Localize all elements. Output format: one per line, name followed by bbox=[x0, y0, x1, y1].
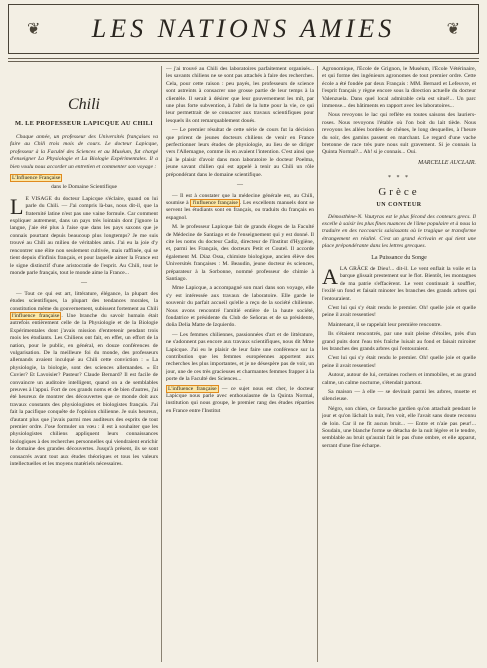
col2-paragraph-6: — Les femmes chiliennes, passionnées d'art et de littérature, ne s'adonnent pas encore aux travaux scientifiques, nous dit Mme Lapicque. J'ai eu le plaisir de leur faire une conférence sur la contribution que les femmes européennes apportent aux recherches les plus importantes, et je ne désespère pas de voir, un jour, une de ces très gracieuses et charmantes femmes frapper à la porte de la Faculté des Sciences... bbox=[166, 331, 314, 383]
story-paragraph-2: C'est lui qui s'y était rendu le premier. Oh! quelle joie et quelle peine il avait ressenties! bbox=[322, 304, 476, 319]
col2-paragraph-3a: — Il est à constater que la médecine générale est, au Chili, soumise à bbox=[166, 192, 314, 206]
right-ornament-icon: ❦ bbox=[446, 21, 460, 38]
header-rule bbox=[8, 58, 479, 59]
story-paragraph-8: Négro, son chien, ce farouche gardien qu'on attachait pendant le jour et qu'on lâchait la nuit, l'en voit, elle l'avait sans doute reconnu de loin. Car il ne fit aucun bruit... — Entre et n'aie pas peur!... Soudain, une blanche forme se détacha de la nuit légère et le tendre, semblable au bruit qu'aurait fait le pas d'une ombre, et elle apparut, serrant d'une fine écharpe. bbox=[322, 405, 476, 449]
author-signature: MARCELLE AUCLAIR. bbox=[418, 159, 476, 166]
col2-paragraph-2: — Le premier résultat de cette série de cours fut la décision que prirent de jeunes docteurs chiliens de venir en France perfectionner leurs études de physiologie, au lieu de se diriger vers l'Allemagne, comme ils en avaient l'intention. C'est ainsi que j'ai le plaisir d'avoir dans mon laboratoire le docteur Poelma, jeune savant chilien qui est appelé à tenir au Chili un rôle prépondérant dans le domaine scientifique. bbox=[166, 127, 314, 178]
story-paragraph-6: Autour, autour de lui, certaines rochers et immobiles, et au grand calme, un calme nocturne, s'étendait partout. bbox=[322, 372, 476, 386]
story-title: La Puissance du Songe bbox=[371, 254, 427, 261]
chili-paragraph-2b: . Une branche du savoir humain était autrefois entièrement celle de la Physiologie et de la Biologie Expérimentales dont j'avais mission d'entretenir pendant trois mois les étudiants. Les Chiliens ont fait, en effet, un effort de la nation, pour le public, en général, en douze conférences de vulgarisation. De la meilleure foi du monde, des professeurs allemands avaient inculqué au Chili cette conviction : « La physiologie, la biologie, sont des sciences allemandes. » Et Cuvier? Et Lavoisier? Pasteur? Claude Bernard? Il est facile de convaincre un auditoire intelligent, quand on a de semblables preuves à l'appui. Fort de ces grands noms et de bien d'autres, j'ai été heureux de montrer des découvertes que ce monde doit aux travaux constants des physiologistes et biologistes français. J'ai fait la pacifique conquête de l'opinion chilienne. Je suis heureux, d'autant plus que j'avais parmi mes auditeurs des esprits de tout premier ordre. J'ose formuler un vœu : il est à souhaiter que les physiologistes chiliens appliquent leurs connaissances biologiques à des recherches personnelles qui viendraient enrichir le domaine des grandes découvertes. Jusqu'à présent, ils se sont consacrés avant tout aux études théoriques et tous les valeurs intellectuelles et les moyens matériels nécessaires. bbox=[10, 312, 158, 468]
column-1 bbox=[10, 66, 158, 664]
highlight-influence-4: L'influence française bbox=[168, 385, 217, 392]
drop-cap: A bbox=[322, 263, 338, 289]
left-ornament-icon: ❦ bbox=[27, 21, 41, 38]
grece-subhead: UN CONTEUR bbox=[376, 202, 422, 209]
header-rule-secondary bbox=[8, 61, 479, 62]
chili-paragraph-1: E VISAGE du docteur Lapicque s'éclaire, quand on lui parle du Chili. — J'ai compris là-bas, nous dit-il, que la fraternité latine n'est pas une vaine formule. Car comment expliquer autrement, dans un pays très lointain dont j'ignore la langue, j'aie été plus à l'aise que dans les pays saxons que je connais pourtant depuis beaucoup plus longtemps? Je me suis trouvé au Chili au milieu de véritables amis. J'ai eu la joie d'y rencontrer une élite non seulement cultivée, mais raffinée, qui se tient depuis d'infinis français, et pour laquelle aimer la France est le signe distinctif d'une aristocratie de l'esprit. Au Chili, tout le monde parle français, tout le monde aime la France... bbox=[10, 195, 158, 276]
grece-title: Grèce bbox=[378, 185, 420, 198]
chili-paragraph-2: — Tout ce qui est art, littérature, élégance, la plupart des études scientifiques, la plupart des tendances morales, la constitution même du gouvernement, subissent fortement au Chili bbox=[10, 290, 158, 312]
story-paragraph-4: Ils s'étaient rencontrés, par une nuit pleine d'étoiles, près d'un grand puits dont l'eau très fraîche luisait au fond et faisait miroiter les branches des grands arbres qui l'entouraient. bbox=[322, 331, 476, 352]
highlight-influence-1: L'Influence Française bbox=[12, 175, 61, 182]
column-2 bbox=[166, 66, 314, 664]
section-note: dans le Domaine Scientifique bbox=[50, 184, 118, 191]
col2-paragraph-5: Mme Lapicque, a accompagné son mari dans son voyage, elle s'y est intéressée aux travaux de laboratoire. Elle garde le souvenir du parfait accueil qu'elle a reçu de la société chilienne. Nous avons rencontré l'amitié entière de la haute société, fondatrice et présidente du Club de Señoras et de sa présidente, doña Delia Matte de Izquierdo. bbox=[166, 285, 314, 329]
grece-intro: Démosthène-N. Vautyras est le plus fécond des conteurs grecs. Il excelle à saisir les plus fines nuances de l'âme populaire et à nous la traduire en des raccourcis saisissants où le tragique se transforme étrangement en réalité. C'est un grand écrivain et qui tient une place prépondérante dans les lettres grecques. bbox=[322, 213, 476, 250]
col2-paragraph-1: — j'ai trouvé au Chili des laboratoires parfaitement organisés... les savants chiliens ne se sont pas attachés à faire des recherches. Cela, pour cette raison : peu payés, les professeurs de science sont astreints à consacrer une grosse partie de leur temps à la clientèle. Il serait à désirer que leur gouvernement les mît, par une plus forte subvention, à l'abri de la lutte pour la vie, ce qui leur permettrait de se consacrer aux travaux scientifiques pour lesquels ils ont remarquablement doués. bbox=[166, 66, 314, 124]
masthead bbox=[8, 4, 479, 54]
highlight-influence-2: l'influence française bbox=[12, 312, 60, 319]
story-paragraph-5: C'est lui qui s'y était rendu le premier. Oh! quelle joie et quelle peine il avait ressenties! bbox=[322, 355, 476, 369]
highlight-influence-3: l'influence française bbox=[192, 199, 238, 206]
col2-paragraph-7: — ce sujet nous est cher, le docteur Lapicque nous parle avec enthousiasme de la Quinta Normal, institution qui nous groupe, le premier rang des études réparties en France entre l'Institut bbox=[166, 385, 314, 414]
masthead-title: LES NATIONS AMIES bbox=[91, 14, 396, 43]
col3-paragraph-1: Agronomique, l'École de Grignon, le Muséum, l'École Vétérinaire, et qui forme des ingénieurs agronomes de tout premier ordre. Cette école a été fondée par deux Français : MM. Bernard et Lefeuvre, et l'esprit français y règne encore sous la direction actuelle du docteur Valenzuela. Dans quel local admirable cela est situé!... Un parc immense... des bâtiments en rapport avec les laboratoires... bbox=[322, 66, 476, 110]
story-paragraph-1: LA GRÂCE de Dieu!... dit-il. Le vent enflait la voile et la barque glissait prestement sur le flot. Bientôt, les montagnes de ma patrie s'effacèrent. Le vent continuait à souffler, l'exilé un fond et faisait minoter les branches des grands arbres qui l'entouraient. bbox=[322, 265, 476, 302]
drop-cap: L bbox=[10, 193, 24, 219]
column-divider-2 bbox=[317, 66, 318, 662]
column-divider-1 bbox=[161, 66, 162, 662]
column-3 bbox=[322, 66, 476, 664]
col2-paragraph-3b: . Les excellents manuels dont se servent les étudiants sont en français, ou traduits du français en espagnol. bbox=[166, 199, 314, 221]
story-paragraph-7: Sa maison — à elle — se devinait parmi les arbres, muette et silencieuse. bbox=[322, 389, 476, 403]
chili-intro: Chaque année, un professeur des Universités françaises va faire au Chili trois mois de cours. Le docteur Lapicque, professeur à la Faculté des Sciences et au Muséum, fut chargé d'enseigner La Physiologie et La Biologie Expérimentales. Il a bien voulu nous accorder un entretien et commenter son voyage : bbox=[10, 134, 158, 170]
story-paragraph-3: Maintenant, il se rappelait leur première rencontre. bbox=[328, 321, 442, 328]
separator: — bbox=[81, 280, 87, 287]
separator: — bbox=[237, 182, 243, 189]
chili-subhead: M. LE PROFESSEUR LAPICQUE AU CHILI bbox=[14, 120, 154, 127]
col3-paragraph-2: Nous revoyons le lac qui reflète en toutes saisons des lauriers-roses. Nous revoyons l'étable où l'on boit du lait tiède. Nous revoyons les allées bordées de chênes, le long desquelles, à l'heure du soir, des gamins passent en marchant. Le regard d'une vache bretonne de race très pure nous suit gravement. Si je connais la Quinta Normal?... Ah! si je connais... Oui. bbox=[322, 112, 476, 156]
chili-title: Chili bbox=[67, 96, 100, 113]
section-stars: * * * bbox=[388, 175, 410, 182]
col2-paragraph-4: M. le professeur Lapicque fait de grands éloges de la Faculté de Médecine de Santiago et de l'enseignement qui y est donné. Il cite les noms du docteur Cadiz, directeur de l'Institut d'Hygiène, et, parmi les Français, des docteurs Petit et Coutel. Il accorde également M. Díaz Ossa, chimiste biologique, ancien élève des Universités françaises : M. Beaudin, jeune docteur ès sciences, préparateur à la Sorbonne, nommé professeur de chimie à Santiago. bbox=[166, 224, 314, 282]
